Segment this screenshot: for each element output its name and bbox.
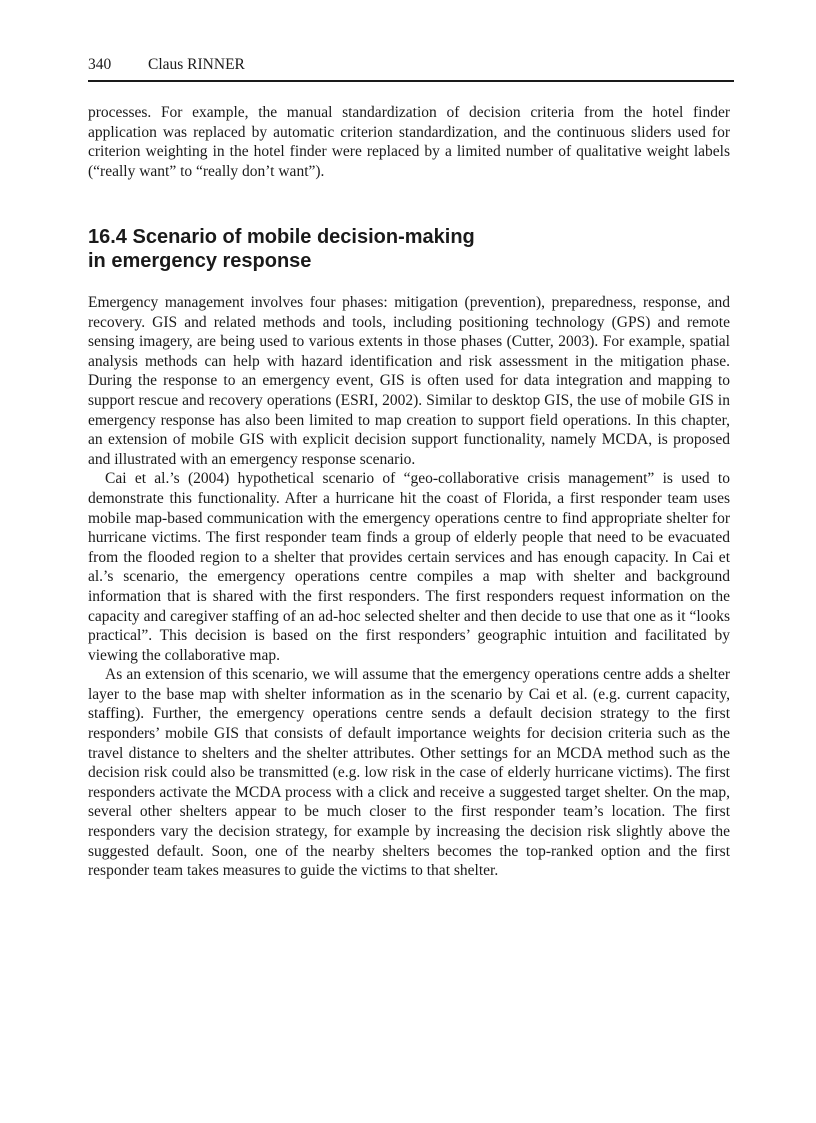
section-heading-line1: 16.4 Scenario of mobile decision-making — [88, 226, 475, 248]
paragraph-3: As an extension of this scenario, we will assume that the emergency operations centre adds a shelter layer to the base map with shelter information as in the scenario by Cai et al. (e.g. current capacity, staffing). Further, the emergency operations centre sends a default decision strategy to the first responders’ mobile GIS that consists of default importance weights for decision criteria such as the travel distance to shelters and the shelter attributes. Other settings for an MCDA method such as the decision risk could also be transmitted (e.g. low risk in the case of elderly hurricane victims). The first responders activate the MCDA process with a click and receive a suggested target shelter. On the map, several other shelters appear to be much closer to the first responder team’s location. The first responders vary the decision strategy, for example by increasing the decision risk slightly above the suggested default. Soon, one of the nearby shelters becomes the top-ranked option and the first responder team takes measures to guide the victims to that shelter. — [88, 666, 730, 880]
section-heading-line2: in emergency response — [88, 250, 312, 272]
paragraph-1: Emergency management involves four phases: mitigation (prevention), preparedness, response, and recovery. GIS and related methods and tools, including positioning technology (GPS) and remote sensing imagery, are being used to various extents in those phases (Cutter, 2003). For example, spatial analysis methods can help with hazard identification and risk assessment in the mitigation phase. During the response to an emergency event, GIS is often used for data integration and mapping to support rescue and recovery operations (ESRI, 2002). Similar to desktop GIS, the use of mobile GIS in emergency response has also been limited to map creation to support field operations. In this chapter, an extension of mobile GIS with explicit decision support functionality, namely MCDA, is proposed and illustrated with an emergency response scenario. — [88, 294, 730, 468]
section-heading — [88, 225, 734, 273]
running-head — [88, 55, 734, 75]
header-rule — [88, 80, 734, 82]
intro-block — [88, 103, 730, 181]
page-number: 340 — [88, 56, 112, 73]
section-body — [88, 293, 730, 881]
paragraph-2: Cai et al.’s (2004) hypothetical scenario of “geo-collaborative crisis management” is used to demonstrate this functionality. After a hurricane hit the coast of Florida, a first responder team uses mobile map-based communication with the emergency operations centre to find appropriate shelter for hurricane victims. The first responder team finds a group of elderly people that need to be evacuated from the flooded region to a shelter that provides certain services and has enough capacity. In Cai et al.’s scenario, the emergency operations centre compiles a map with shelter and background information that is shared with the first responders. The first responders request information on the capacity and caregiver staffing of an ad-hoc selected shelter and then decide to use that one as it “looks practical”. This decision is based on the first responders’ geographic intuition and facilitated by viewing the collaborative map. — [88, 470, 730, 664]
author-name: Claus RINNER — [148, 56, 245, 73]
intro-paragraph: processes. For example, the manual standardization of decision criteria from the hotel finder application was replaced by automatic criterion standardization, and the continuous sliders used for criterion weighting in the hotel finder were replaced by a limited number of qualitative weight labels (“really want” to “really don’t want”). — [88, 104, 730, 180]
